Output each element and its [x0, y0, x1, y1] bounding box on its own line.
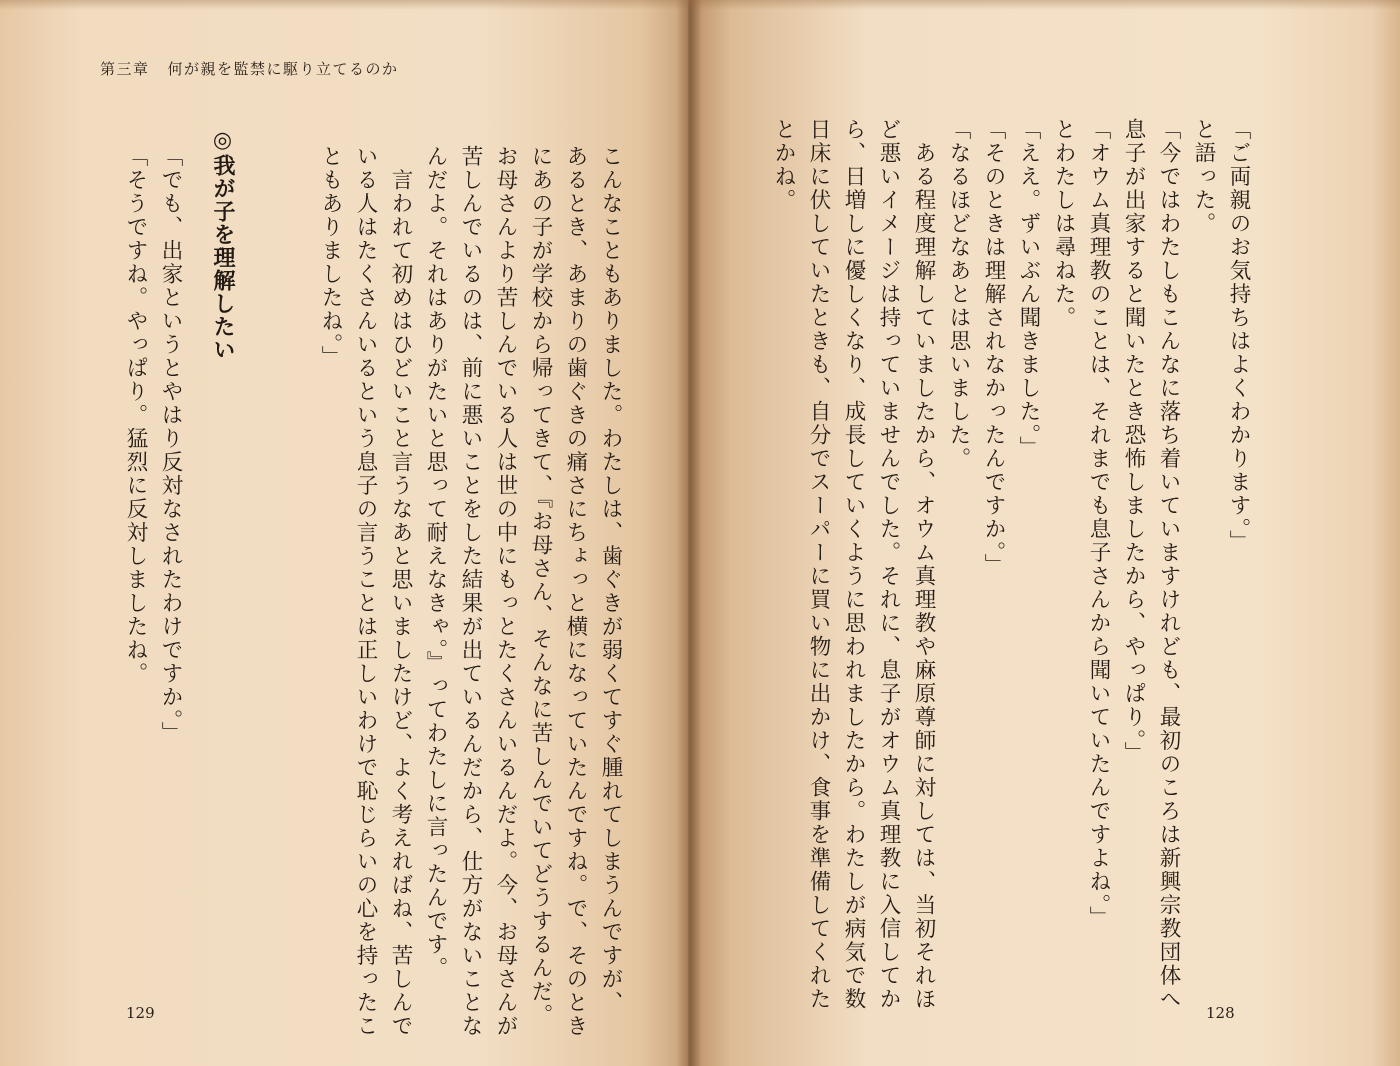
running-head: [100, 58, 399, 79]
running-head-chapter: 第三章: [100, 60, 150, 78]
running-head-title: 何が親を監禁に駆り立てるのか: [167, 60, 399, 78]
page-number-right: 128: [1206, 1004, 1235, 1022]
left-body-text: こんなこともありました。わたしは、歯ぐきが弱くてすぐ腫れてしまうんですが、 あるとき、あまりの歯ぐきの痛さにちょっと横になっていたんですね。で、そのとき にあの子が学校から帰ってきて、『お母さん、そんなに苦しんでいてどうするんだ。 お母さんより苦しんでいる人は世の中にもっとたくさんいるんだよ。今、お母さんが 苦しんでいるのは、前に悪いことをした結果が出ているんだから、仕方がないことな んだよ。それはありがたいと思って耐えなきゃ。』ってわたしに言ったんです。 言われて初めはひどいこと言うなあと思いましたけど、よく考えればね、苦しんで いる人はたくさんいるという息子の言うことは正しいわけで恥じらいの心を持ったこ ともありましたね。」: [318, 145, 623, 1038]
right-page: [688, 0, 1400, 1066]
right-body-text: 「ご両親のお気持ちはよくわかります。」 と語った。 「今ではわたしもこんなに落ち着いていますけれども、最初のころは新興宗教団体へ 息子が出家すると聞いたとき恐怖しましたから、やっぱり。」 「オウム真理教のことは、それまでも息子さんから聞いていたんですよね。」 とわたしは尋ねた。 「ええ。ずいぶん聞きました。」 「そのときは理解されなかったんですか。」 「なるほどなあとは思いました。 ある程度理解していましたから、オウム真理教や麻原尊師に対しては、当初それほ ど悪いイメージは持っていませんでした。それに、息子がオウム真理教に入信してか ら、日増しに優しくなり、成長していくように思われましたから。わたしが病気で数 日床に伏していたときも、自分でスーパーに買い物に出かけ、食事を準備してくれた とかね。: [771, 118, 1251, 1011]
page-top-shadow: [0, 0, 1400, 10]
page-number-left: 129: [126, 1004, 155, 1022]
left-page: [0, 0, 688, 1066]
left-body-text-continued: 「でも、出家というとやはり反対なされたわけですか。」 「そうですね。やっぱり。猛烈に反対しましたね。: [123, 145, 183, 746]
book-gutter: [676, 0, 702, 1066]
section-heading: ◎我が子を理解したい: [210, 128, 235, 361]
